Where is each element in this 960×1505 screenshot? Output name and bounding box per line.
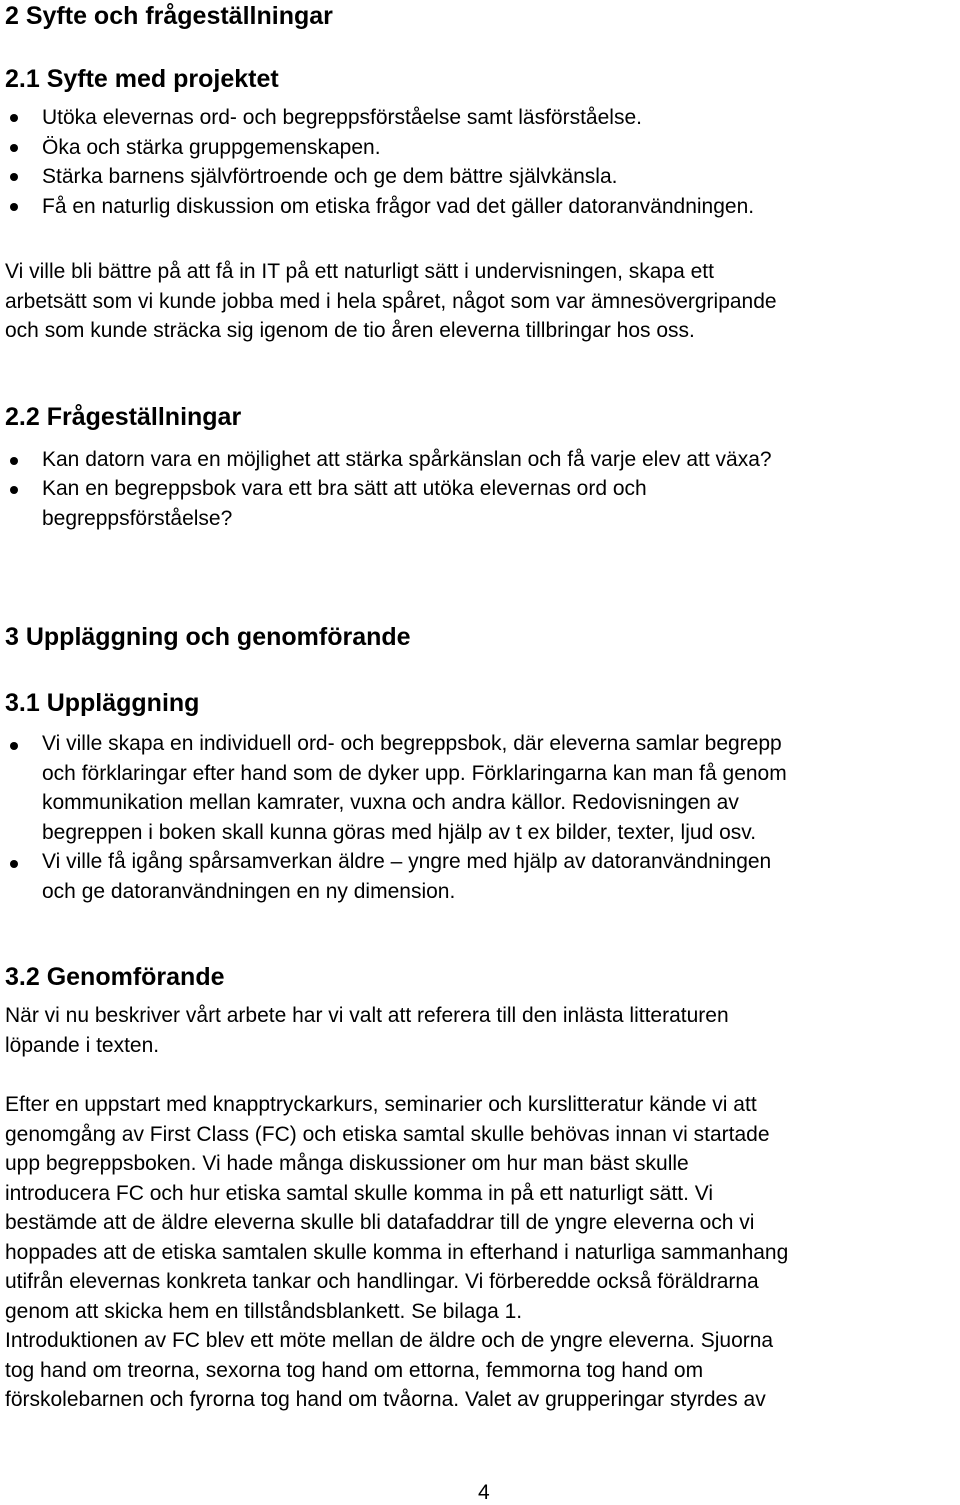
- heading-2-2: 2.2 Frågeställningar: [5, 403, 242, 431]
- heading-3-1: 3.1 Uppläggning: [5, 689, 200, 717]
- bullet-icon: [10, 860, 18, 868]
- bullet-icon: [10, 173, 18, 181]
- bullet-icon: [10, 144, 18, 152]
- paragraph-line: bestämde att de äldre eleverna skulle bli datafaddrar till de yngre eleverna och vi: [5, 1211, 755, 1234]
- paragraph-purpose: [5, 257, 777, 346]
- list-item-line: och ge datoranvändningen en ny dimension.: [42, 879, 456, 903]
- bullet-icon: [10, 457, 18, 465]
- paragraph-line: genomgång av First Class (FC) och etiska samtal skulle behövas innan vi startade: [5, 1122, 770, 1146]
- list-item: Få en naturlig diskussion om etiska frågor vad det gäller datoranvändningen.: [42, 195, 755, 218]
- list-item: Utöka elevernas ord- och begreppsförståelse samt läsförståelse.: [42, 106, 642, 129]
- paragraph-line: upp begreppsboken. Vi hade många diskussioner om hur man bäst skulle: [5, 1152, 689, 1175]
- list-item-line: Vi ville skapa en individuell ord- och begreppsbok, där eleverna samlar begrepp: [42, 732, 782, 755]
- page-number: 4: [478, 1481, 490, 1504]
- list-item-line: begreppsförståelse?: [42, 506, 233, 530]
- paragraph-line: När vi nu beskriver vårt arbete har vi valt att referera till den inlästa litteraturen: [5, 1004, 729, 1027]
- list-item: Öka och stärka gruppgemenskapen.: [42, 136, 381, 159]
- list-item-line: kommunikation mellan kamrater, vuxna och andra källor. Redovisningen av: [42, 791, 739, 814]
- bullet-icon: [10, 114, 18, 122]
- list-item: [42, 847, 771, 906]
- heading-section-2: 2 Syfte och frågeställningar: [5, 2, 333, 30]
- paragraph-line: arbetsätt som vi kunde jobba med i hela spåret, något som var ämnesövergripande: [5, 289, 777, 313]
- list-item-line: och förklaringar efter hand som de dyker upp. Förklaringarna kan man få genom: [42, 761, 787, 785]
- paragraph-line: Vi ville bli bättre på att få in IT på ett naturligt sätt i undervisningen, skapa ett: [5, 260, 714, 283]
- list-item: Stärka barnens självförtroende och ge dem bättre självkänsla.: [42, 165, 618, 188]
- paragraph-line: förskolebarnen och fyrorna tog hand om tvåorna. Valet av grupperingar styrdes av: [5, 1388, 766, 1411]
- list-item-line: begreppen i boken skall kunna göras med hjälp av t ex bilder, texter, ljud osv.: [42, 820, 757, 844]
- paragraph-line: genom att skicka hem en tillståndsblankett. Se bilaga 1.: [5, 1299, 523, 1323]
- list-item: [42, 445, 772, 475]
- paragraph-line: hoppades att de etiska samtalen skulle komma in efterhand i naturliga sammanhang: [5, 1240, 789, 1264]
- paragraph-line: Introduktionen av FC blev ett möte mellan de äldre och de yngre eleverna. Sjuorna: [5, 1329, 774, 1352]
- paragraph-line: löpande i texten.: [5, 1033, 160, 1057]
- paragraph-implementation: [5, 1090, 788, 1415]
- list-item-line: Kan en begreppsbok vara ett bra sätt att utöka elevernas ord och: [42, 477, 647, 500]
- list-item-line: Vi ville få igång spårsamverkan äldre – yngre med hjälp av datoranvändningen: [42, 850, 772, 873]
- bullet-icon: [10, 742, 18, 750]
- heading-2-1: 2.1 Syfte med projektet: [5, 65, 279, 93]
- paragraph-line: och som kunde sträcka sig igenom de tio åren eleverna tillbringar hos oss.: [5, 319, 695, 342]
- heading-section-3: 3 Uppläggning och genomförande: [5, 623, 411, 651]
- heading-3-2: 3.2 Genomförande: [5, 963, 225, 991]
- bullet-icon: [10, 486, 18, 494]
- bullet-icon: [10, 203, 18, 211]
- paragraph-line: tog hand om treorna, sexorna tog hand om ettorna, femmorna tog hand om: [5, 1358, 704, 1382]
- paragraph-line: utifrån elevernas konkreta tankar och handlingar. Vi förberedde också föräldrarna: [5, 1270, 759, 1293]
- paragraph-intro: [5, 1001, 729, 1060]
- list-item: [42, 474, 647, 533]
- list-item: [42, 729, 787, 847]
- paragraph-line: introducera FC och hur etiska samtal skulle komma in på ett naturligt sätt. Vi: [5, 1181, 714, 1205]
- list-item-line: Kan datorn vara en möjlighet att stärka spårkänslan och få varje elev att växa?: [42, 448, 772, 471]
- paragraph-line: Efter en uppstart med knapptryckarkurs, seminarier och kurslitteratur kände vi att: [5, 1093, 757, 1116]
